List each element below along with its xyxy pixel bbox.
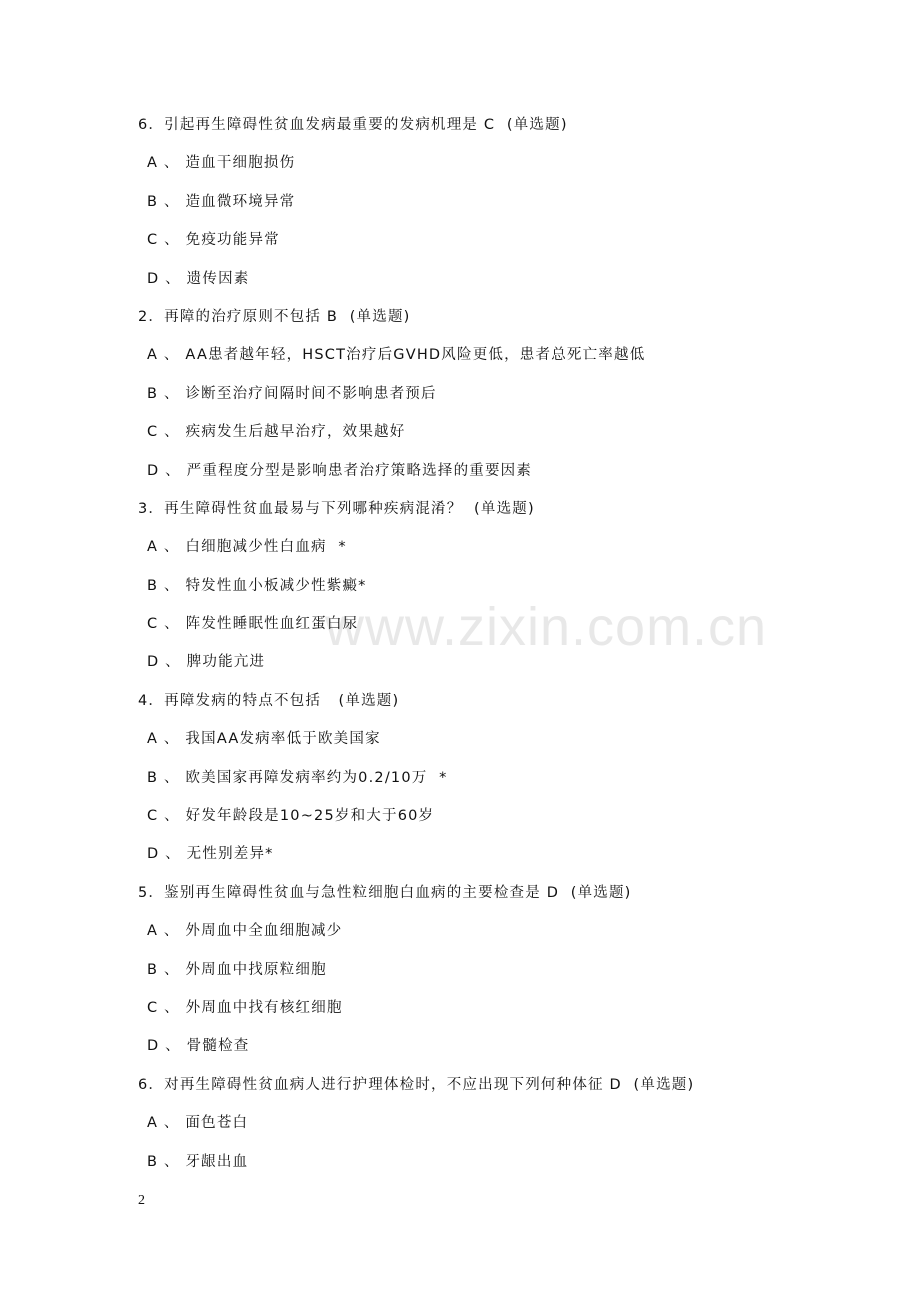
question-list: [138, 112, 838, 1187]
option-item: D 、 无性别差异*: [147, 846, 274, 863]
option-item: B 、 欧美国家再障发病率约为0.2/10万 *: [147, 769, 448, 786]
option-item: D 、 遗传因素: [147, 270, 250, 287]
page-number: 2: [138, 1193, 145, 1208]
option-item: B 、 外周血中找原粒细胞: [147, 961, 327, 978]
option-item: A 、 我国AA发病率低于欧美国家: [147, 731, 381, 748]
option-item: D 、 脾功能亢进: [147, 654, 266, 671]
option-item: B 、 牙龈出血: [147, 1153, 249, 1170]
option-item: B 、 特发性血小板减少性紫癜*: [147, 577, 367, 594]
option-item: B 、 造血微环境异常: [147, 193, 296, 210]
question-stem: 4．再障发病的特点不包括 (单选题): [138, 692, 400, 709]
option-item: C 、 好发年龄段是10~25岁和大于60岁: [147, 808, 435, 825]
option-item: A 、 外周血中全血细胞减少: [147, 923, 343, 940]
option-item: B 、 诊断至治疗间隔时间不影响患者预后: [147, 385, 437, 402]
option-item: C 、 免疫功能异常: [147, 232, 280, 249]
question-stem: 6．对再生障碍性贫血病人进行护理体检时，不应出现下列何种体征 D (单选题): [138, 1076, 695, 1093]
watermark: www.zixin.com.cn: [325, 597, 768, 657]
option-item: C 、 阵发性睡眠性血红蛋白尿: [147, 616, 359, 633]
question-stem: 2．再障的治疗原则不包括 B (单选题): [138, 308, 411, 325]
question-stem: 5．鉴别再生障碍性贫血与急性粒细胞白血病的主要检查是 D (单选题): [138, 884, 632, 901]
question-stem: 3．再生障碍性贫血最易与下列哪种疾病混淆？ (单选题): [138, 500, 535, 517]
question-stem: 6．引起再生障碍性贫血发病最重要的发病机理是 C (单选题): [138, 117, 568, 133]
option-item: D 、 严重程度分型是影响患者治疗策略选择的重要因素: [147, 462, 533, 479]
option-item: D 、 骨髓检查: [147, 1038, 250, 1055]
option-item: A 、 面色苍白: [147, 1115, 249, 1132]
option-item: A 、 白细胞减少性白血病 *: [147, 539, 347, 556]
option-item: A 、 造血干细胞损伤: [147, 155, 296, 172]
option-item: C 、 疾病发生后越早治疗，效果越好: [147, 424, 406, 441]
option-item: A 、 AA患者越年轻，HSCT治疗后GVHD风险更低，患者总死亡率越低: [147, 347, 646, 364]
option-item: C 、 外周血中找有核红细胞: [147, 999, 343, 1016]
